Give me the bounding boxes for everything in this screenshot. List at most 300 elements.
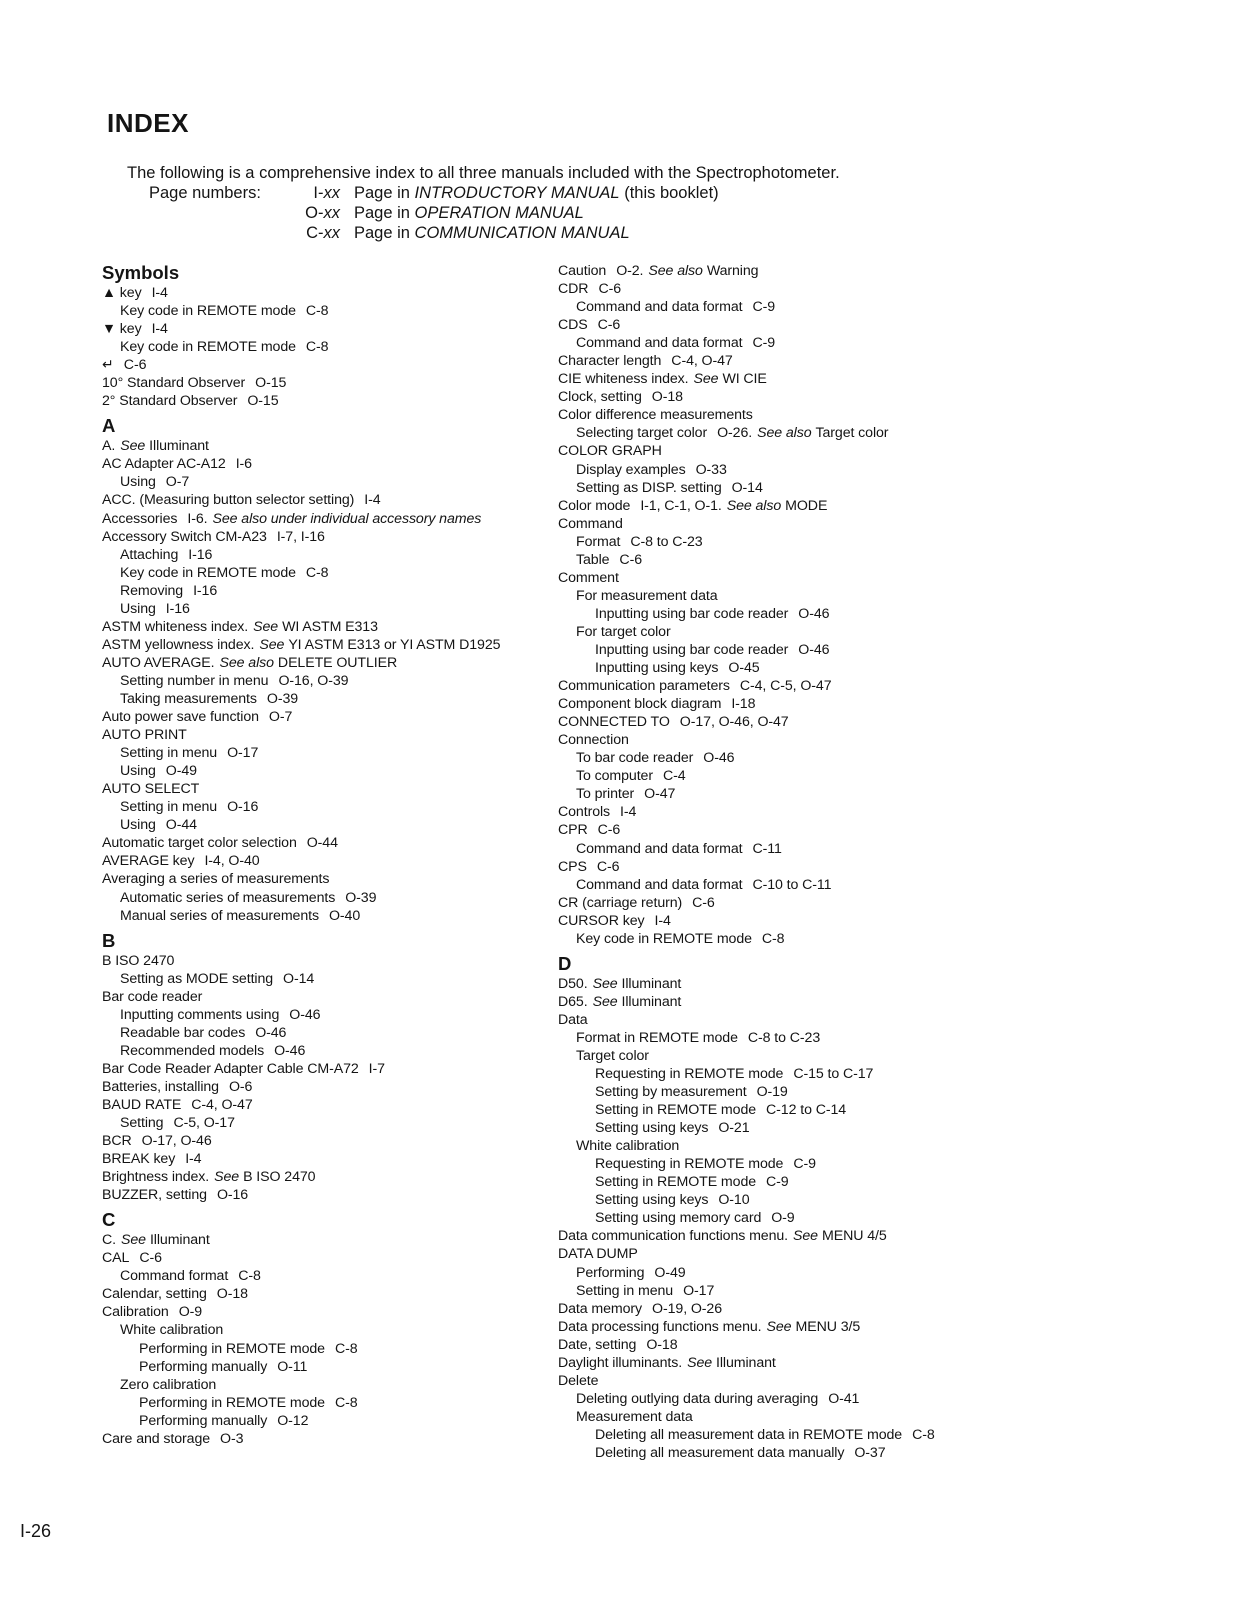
index-entry — [102, 284, 552, 302]
index-entry — [558, 1227, 1198, 1245]
index-subentry — [558, 930, 1198, 948]
entry-term: Daylight illuminants. — [558, 1354, 683, 1371]
entry-term: Deleting all measurement data in REMOTE mode — [595, 1426, 903, 1443]
intro-text: The following is a comprehensive index to all three manuals included with the Spectrophotometer. — [127, 164, 840, 182]
index-subentry — [558, 876, 1198, 894]
entry-term: Manual series of measurements — [120, 907, 319, 924]
entry-pages: C-6 — [597, 317, 621, 334]
entry-pages: C-9 — [752, 335, 776, 352]
index-entry — [102, 1303, 552, 1321]
entry-term: C. — [102, 1232, 116, 1249]
see-reference-target: Illuminant — [716, 1354, 776, 1371]
index-entry — [102, 1168, 552, 1186]
entry-term: Setting by measurement — [595, 1084, 747, 1101]
entry-pages: I-1, C-1, O-1. — [640, 497, 722, 514]
index-entry — [102, 437, 552, 455]
entry-pages: C-6 — [692, 894, 715, 911]
index-entry — [558, 1354, 1198, 1372]
entry-pages: O-17, O-46 — [141, 1133, 212, 1150]
index-subentry — [102, 744, 552, 762]
see-reference-label: See also under individual accessory names — [212, 510, 482, 527]
index-entry — [558, 803, 1198, 821]
index-subentry — [558, 1408, 1198, 1426]
entry-term: Setting number in menu — [120, 672, 269, 689]
index-subentry — [102, 302, 552, 320]
entry-pages: I-16 — [165, 600, 190, 617]
index-entry — [102, 780, 552, 798]
entry-term: Performing manually — [139, 1412, 268, 1429]
entry-pages: O-16 — [216, 1187, 249, 1204]
entry-pages: C-8 to C-23 — [747, 1029, 821, 1046]
section-heading: A — [102, 415, 116, 437]
index-entry — [558, 975, 1198, 993]
index-entry — [102, 618, 552, 636]
entry-term: Controls — [558, 804, 611, 821]
entry-term: Data processing functions menu. — [558, 1318, 762, 1335]
entry-term: Connection — [558, 732, 629, 749]
entry-term: D65. — [558, 993, 588, 1010]
index-subentry — [558, 551, 1198, 569]
index-subentry — [102, 1340, 552, 1358]
entry-pages: C-6 — [139, 1250, 162, 1267]
index-entry — [102, 726, 552, 744]
entry-term: For target color — [576, 623, 671, 640]
section-heading: Symbols — [102, 262, 180, 283]
entry-pages: C-8 — [334, 1394, 358, 1411]
entry-term: D50. — [558, 975, 588, 992]
index-entry — [558, 713, 1198, 731]
entry-term: Selecting target color — [576, 425, 708, 442]
index-entry — [558, 821, 1198, 839]
index-entry — [558, 280, 1198, 298]
index-entry — [102, 952, 552, 970]
see-reference-target: Target color — [815, 425, 889, 442]
see-reference-label: See — [766, 1318, 792, 1335]
entry-pages: O-40 — [328, 907, 361, 924]
entry-term: Setting — [120, 1115, 164, 1132]
see-reference-label: See — [592, 993, 618, 1010]
index-subentry — [102, 600, 552, 618]
index-subentry — [102, 1358, 552, 1376]
entry-pages: O-19, O-26 — [652, 1300, 723, 1317]
index-subentry — [558, 479, 1198, 497]
entry-pages: O-46 — [255, 1024, 287, 1041]
entry-term: Target color — [576, 1047, 649, 1064]
entry-pages: O-9 — [178, 1304, 203, 1321]
entry-term: CONNECTED TO — [558, 714, 670, 731]
entry-pages: C-6 — [597, 822, 621, 839]
entry-pages: I-6 — [235, 456, 252, 473]
entry-term: Setting in REMOTE mode — [595, 1174, 757, 1191]
index-entry — [558, 677, 1198, 695]
entry-term: AUTO PRINT — [102, 727, 187, 744]
entry-term: To printer — [576, 786, 635, 803]
index-entry — [102, 356, 552, 374]
entry-term: Batteries, installing — [102, 1078, 219, 1095]
index-subentry — [558, 1047, 1198, 1065]
entry-pages: O-17 — [683, 1282, 715, 1299]
index-entry — [558, 406, 1198, 424]
entry-term: Averaging a series of measurements — [102, 871, 330, 888]
entry-pages: C-9 — [752, 299, 776, 316]
entry-term: Calibration — [102, 1304, 169, 1321]
index-subentry — [558, 749, 1198, 767]
entry-term: ▲ key — [102, 285, 142, 301]
entry-pages: O-46 — [289, 1006, 321, 1023]
index-entry — [558, 1318, 1198, 1336]
index-entry — [102, 1078, 552, 1096]
see-reference-target: MODE — [785, 497, 828, 514]
entry-term: CPR — [558, 822, 588, 839]
index-entry — [558, 1011, 1198, 1029]
legend-text: Page in COMMUNICATION MANUAL — [354, 224, 630, 242]
index-subentry — [102, 798, 552, 816]
index-entry — [102, 636, 552, 654]
entry-term: Display examples — [576, 461, 686, 478]
entry-pages: O-19 — [756, 1084, 788, 1101]
entry-pages: I-4 — [654, 912, 671, 929]
index-subentry — [558, 1426, 1198, 1444]
index-subentry — [102, 1321, 552, 1339]
index-subentry — [558, 298, 1198, 316]
entry-pages: C-8 — [238, 1268, 261, 1285]
entry-term: Key code in REMOTE mode — [120, 339, 296, 356]
index-entry — [558, 352, 1198, 370]
entry-term: AVERAGE key — [102, 853, 195, 870]
index-subentry — [102, 338, 552, 356]
index-subentry — [558, 1444, 1198, 1462]
index-entry — [102, 870, 552, 888]
entry-term: BREAK key — [102, 1151, 176, 1168]
index-entry — [102, 392, 552, 410]
page-number: I-26 — [20, 1521, 52, 1541]
entry-pages: O-15 — [255, 375, 287, 392]
see-reference-target: WI CIE — [722, 371, 767, 388]
entry-term: White calibration — [576, 1138, 680, 1155]
index-subentry — [558, 1029, 1198, 1047]
entry-term: Setting using keys — [595, 1192, 709, 1209]
index-subentry — [102, 690, 552, 708]
see-reference-label: See — [592, 975, 618, 992]
index-subentry — [558, 785, 1198, 803]
entry-pages: O-16 — [227, 799, 259, 816]
index-entry — [558, 993, 1198, 1011]
entry-term: To computer — [576, 768, 653, 785]
entry-pages: C-4, O-47 — [191, 1096, 253, 1113]
entry-term: Data memory — [558, 1300, 643, 1317]
entry-term: Removing — [120, 582, 184, 599]
entry-term: B ISO 2470 — [102, 952, 175, 969]
see-reference-label: See also — [726, 497, 782, 514]
entry-term: CURSOR key — [558, 912, 645, 929]
index-subentry — [102, 1042, 552, 1060]
index-subentry — [102, 1114, 552, 1132]
index-subentry — [102, 1394, 552, 1412]
entry-term: Date, setting — [558, 1336, 637, 1353]
index-entry — [558, 1300, 1198, 1318]
entry-term: Component block diagram — [558, 696, 722, 713]
index-subentry — [558, 1282, 1198, 1300]
entry-pages: O-21 — [718, 1120, 750, 1137]
entry-term: Inputting using bar code reader — [595, 605, 789, 622]
see-reference-target: MENU 4/5 — [821, 1228, 887, 1245]
index-entry — [102, 374, 552, 392]
see-reference-label: See — [693, 371, 719, 388]
index-subentry — [558, 767, 1198, 785]
index-entry — [102, 1186, 552, 1204]
entry-term: BUZZER, setting — [102, 1187, 207, 1204]
index-entry — [558, 442, 1198, 460]
entry-pages: C-6 — [123, 357, 147, 374]
entry-term: Recommended models — [120, 1042, 265, 1059]
see-reference-label: See — [120, 438, 146, 455]
entry-term: To bar code reader — [576, 750, 694, 767]
entry-term: Requesting in REMOTE mode — [595, 1066, 784, 1083]
index-subentry — [102, 546, 552, 564]
entry-pages: C-9 — [766, 1174, 789, 1191]
entry-term: ASTM whiteness index. — [102, 618, 249, 635]
see-reference-label: See — [259, 636, 285, 653]
entry-pages: C-6 — [619, 551, 642, 568]
see-reference-label: See — [253, 618, 279, 635]
entry-term: BCR — [102, 1133, 132, 1150]
entry-term: Accessory Switch CM-A23 — [102, 528, 267, 545]
entry-term: BAUD RATE — [102, 1096, 182, 1113]
entry-term: CAL — [102, 1250, 130, 1267]
entry-term: Comment — [558, 569, 619, 586]
entry-term: Command — [558, 515, 623, 532]
entry-term: Automatic series of measurements — [120, 889, 336, 906]
index-subentry — [558, 424, 1198, 442]
index-entry — [102, 852, 552, 870]
index-entry — [102, 988, 552, 1006]
entry-term: Key code in REMOTE mode — [120, 303, 296, 320]
entry-pages: O-15 — [247, 393, 279, 410]
entry-term: Readable bar codes — [120, 1024, 246, 1041]
index-subentry — [558, 533, 1198, 551]
entry-term: Command and data format — [576, 876, 743, 893]
entry-term: Bar Code Reader Adapter Cable CM-A72 — [102, 1060, 359, 1077]
entry-pages: I-7, I-16 — [276, 528, 325, 545]
entry-pages: O-18 — [646, 1336, 678, 1353]
index-entry — [102, 654, 552, 672]
index-entry — [102, 1132, 552, 1150]
entry-term: Deleting outlying data during averaging — [576, 1390, 819, 1407]
entry-term: Care and storage — [102, 1430, 211, 1447]
index-subentry — [102, 762, 552, 780]
index-entry — [558, 569, 1198, 587]
entry-term: Using — [120, 817, 156, 834]
entry-term: Using — [120, 763, 156, 780]
index-entry — [558, 388, 1198, 406]
index-entry — [102, 528, 552, 546]
entry-term: Color difference measurements — [558, 407, 753, 424]
entry-pages: O-14 — [283, 970, 315, 987]
index-subentry — [102, 672, 552, 690]
index-entry — [558, 370, 1198, 388]
entry-pages: O-33 — [695, 461, 727, 478]
index-subentry — [102, 1412, 552, 1430]
page-title: INDEX — [107, 108, 189, 138]
index-entry — [102, 1060, 552, 1078]
entry-term: Setting in menu — [576, 1282, 674, 1299]
entry-term: Setting as DISP. setting — [576, 479, 722, 496]
entry-pages: I-6. — [187, 510, 208, 527]
index-subentry — [558, 659, 1198, 677]
index-subentry — [558, 1137, 1198, 1155]
entry-pages: O-7 — [268, 709, 293, 726]
entry-term: Setting in REMOTE mode — [595, 1102, 757, 1119]
entry-pages: C-11 — [752, 840, 782, 857]
entry-pages: O-16, O-39 — [278, 672, 349, 689]
entry-term: Auto power save function — [102, 709, 259, 726]
entry-term: AC Adapter AC-A12 — [102, 456, 226, 473]
index-entry — [558, 912, 1198, 930]
entry-term: CR (carriage return) — [558, 894, 683, 911]
entry-term: ↵ — [102, 357, 114, 374]
section-heading: D — [558, 952, 572, 974]
index-entry — [102, 491, 552, 509]
index-column-left — [102, 262, 552, 1448]
entry-pages: O-11 — [277, 1358, 308, 1375]
entry-term: Using — [120, 474, 156, 491]
entry-term: Measurement data — [576, 1408, 693, 1425]
entry-pages: C-4, C-5, O-47 — [739, 678, 832, 695]
entry-term: ACC. (Measuring button selector setting) — [102, 492, 355, 509]
entry-term: Brightness index. — [102, 1169, 210, 1186]
entry-pages: O-37 — [854, 1445, 886, 1461]
entry-term: Key code in REMOTE mode — [120, 564, 296, 581]
entry-term: Format — [576, 533, 621, 550]
entry-pages: O-44 — [306, 835, 338, 852]
entry-term: Attaching — [120, 546, 179, 563]
entry-pages: I-4 — [151, 285, 168, 301]
entry-term: Table — [576, 551, 610, 568]
index-subentry — [102, 582, 552, 600]
entry-pages: O-18 — [216, 1286, 248, 1303]
entry-term: Inputting comments using — [120, 1006, 280, 1023]
index-subentry — [558, 1209, 1198, 1227]
see-reference-label: See — [121, 1232, 146, 1249]
entry-term: Automatic target color selection — [102, 835, 297, 852]
page-number-legend — [149, 183, 719, 243]
index-entry — [102, 834, 552, 852]
entry-pages: I-16 — [193, 582, 218, 599]
index-entry — [102, 1096, 552, 1114]
entry-pages: C-8 — [305, 564, 329, 581]
entry-pages: C-5, O-17 — [173, 1115, 235, 1132]
index-subentry — [558, 623, 1198, 641]
entry-term: Inputting using bar code reader — [595, 641, 789, 658]
entry-pages: C-8 — [912, 1426, 935, 1443]
entry-pages: O-39 — [266, 690, 299, 707]
index-subentry — [102, 816, 552, 834]
see-reference-target: DELETE OUTLIER — [277, 654, 398, 671]
entry-term: AUTO SELECT — [102, 781, 200, 798]
entry-term: ▼ key — [102, 321, 142, 338]
legend-code: C-xx — [306, 224, 340, 242]
entry-pages: O-17, O-46, O-47 — [679, 714, 789, 731]
index-entry — [558, 695, 1198, 713]
entry-term: A. — [102, 438, 116, 455]
entry-term: CPS — [558, 858, 587, 875]
see-reference-label: See also — [219, 654, 274, 671]
entry-pages: O-12 — [277, 1412, 309, 1429]
entry-pages: O-49 — [654, 1264, 686, 1281]
index-subentry — [558, 1264, 1198, 1282]
index-subentry — [102, 564, 552, 582]
see-reference-target: MENU 3/5 — [795, 1318, 861, 1335]
entry-pages: I-16 — [188, 546, 213, 563]
entry-term: Performing in REMOTE mode — [139, 1394, 325, 1411]
entry-term: Setting using keys — [595, 1120, 709, 1137]
entry-term: Performing — [576, 1264, 645, 1281]
entry-term: Color mode — [558, 497, 631, 514]
entry-pages: O-46 — [798, 641, 830, 658]
entry-term: Zero calibration — [120, 1376, 217, 1393]
index-entry — [558, 894, 1198, 912]
index-entry — [558, 1336, 1198, 1354]
entry-term: Setting in menu — [120, 799, 218, 816]
index-subentry — [558, 641, 1198, 659]
see-reference-target: Illuminant — [149, 438, 209, 455]
entry-term: Performing manually — [139, 1358, 268, 1375]
entry-term: Data communication functions menu. — [558, 1228, 789, 1245]
entry-pages: C-8 to C-23 — [630, 533, 703, 550]
index-subentry — [558, 840, 1198, 858]
index-subentry — [558, 461, 1198, 479]
see-reference-label: See also — [648, 263, 703, 279]
entry-term: Bar code reader — [102, 988, 203, 1005]
entry-term: CIE whiteness index. — [558, 371, 689, 388]
entry-term: For measurement data — [576, 587, 718, 604]
entry-pages: O-2. — [616, 263, 644, 279]
see-reference-target: B ISO 2470 — [243, 1169, 316, 1186]
entry-pages: O-14 — [731, 479, 763, 496]
index-entry — [558, 1372, 1198, 1390]
entry-pages: O-49 — [165, 763, 197, 780]
index-entry — [558, 1245, 1198, 1263]
legend-code: O-xx — [305, 204, 340, 222]
index-entry — [558, 515, 1198, 533]
legend-row — [149, 203, 719, 223]
entry-pages: I-4 — [620, 804, 637, 821]
entry-pages: C-8 — [305, 339, 329, 356]
entry-pages: O-46 — [798, 605, 830, 622]
index-subentry — [558, 587, 1198, 605]
index-entry — [558, 858, 1198, 876]
entry-term: 10° Standard Observer — [102, 375, 246, 392]
entry-pages: C-4 — [662, 768, 686, 785]
entry-pages: O-10 — [718, 1192, 750, 1209]
entry-pages: O-7 — [165, 474, 190, 491]
entry-term: AUTO AVERAGE. — [102, 654, 215, 671]
legend-code: I-xx — [313, 184, 340, 202]
entry-pages: C-4, O-47 — [671, 353, 733, 370]
index-subentry — [102, 1376, 552, 1394]
see-reference-label: See — [793, 1228, 818, 1245]
see-reference-label: See — [687, 1354, 713, 1371]
entry-term: CDR — [558, 281, 589, 298]
entry-term: Accessories — [102, 510, 178, 527]
section-heading: C — [102, 1209, 116, 1231]
entry-pages: I-4, O-40 — [204, 853, 260, 870]
see-reference-label: See — [214, 1169, 240, 1186]
index-subentry — [558, 1065, 1198, 1083]
entry-pages: I-18 — [731, 696, 756, 713]
entry-term: Character length — [558, 353, 662, 370]
entry-pages: C-8 — [761, 930, 785, 947]
